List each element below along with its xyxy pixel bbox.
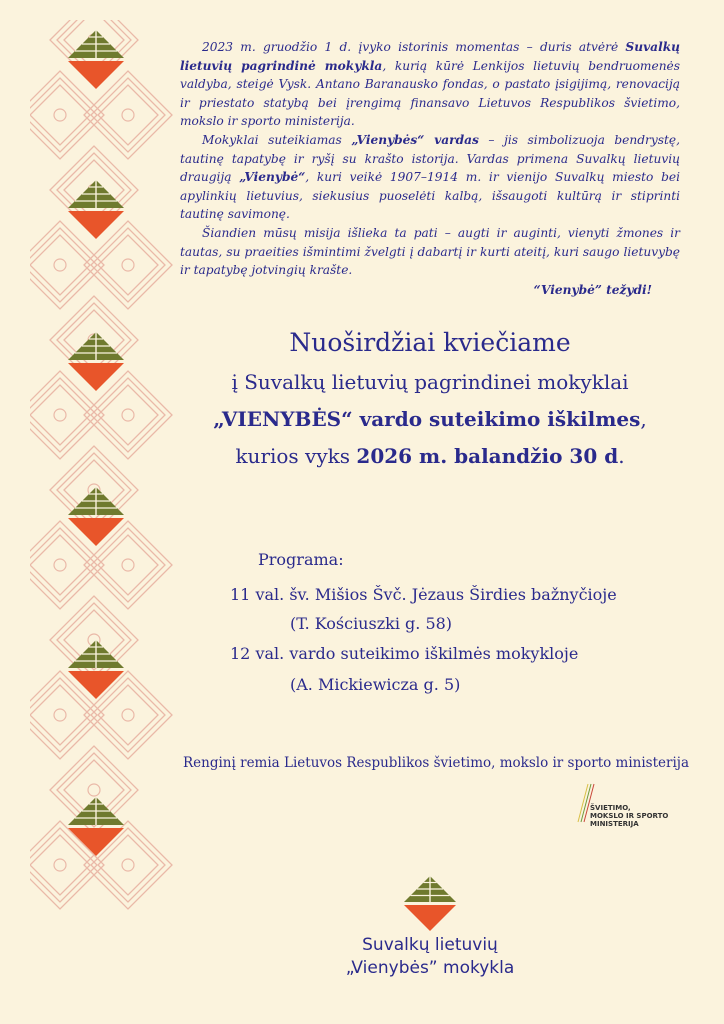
intro-paragraph-2: Mokyklai suteikiamas „Vienybės“ vardas – jis simbolizuoja bendrystę, tautinę tapatybę ir ryšį su krašto istorija. Vardas primena Suvalkų lietuvių draugiją „Vienybė“, kuri veikė 1907–1914 m. ir vienijo Suvalkų miesto bei apylinkių lietuvius, siekusius puoselėti kalbą, išsaugoti kultūrą ir stiprinti tautinę savimonę. — [180, 132, 680, 222]
sponsor-note: Renginį remia Lietuvos Respublikos švietimo, mokslo ir sporto ministerija — [183, 755, 690, 771]
program-title: Programa: — [258, 550, 344, 569]
ministry-logo: ŠVIETIMO, MOKSLO IR SPORTO MINISTERIJA — [566, 780, 676, 824]
invitation-line-3: „VIENYBĖS“ vardo suteikimo iškilmes, — [213, 407, 647, 431]
ornament-lattice — [30, 20, 172, 909]
slogan: “Vienybė” težydi! — [533, 282, 652, 297]
program-item-1-address: (T. Kościuszki g. 58) — [290, 614, 453, 633]
intro-paragraph-1: 2023 m. gruodžio 1 d. įvyko istorinis momentas – duris atvėrė Suvalkų lietuvių pagrindinė mokykla, kurią kūrė Lenkijos lietuvių bendruomenės valdyba, steigė Vysk. Antano Baranausko fondas, o pastato įsigijimą, renovaciją ir priestato statybą bei įrengimą finansavo Lietuvos Respublikos švietimo, mokslo ir sporto ministerija. — [180, 40, 681, 129]
school-name-line-1: Suvalkų lietuvių — [362, 935, 498, 955]
program-item-2: 12 val. vardo suteikimo iškilmės mokykloje — [230, 644, 579, 663]
invitation — [180, 322, 680, 474]
intro-paragraph-3: Šiandien mūsų misija išlieka ta pati – augti ir auginti, vienyti žmones ir tautas, su praeities išmintimi žvelgti į dabartį ir kurti ateitį, kuri saugo lietuvybę ir tapatybę jotvingių krašte. — [180, 225, 680, 278]
invitation-line-2: į Suvalkų lietuvių pagrindinei mokyklai — [231, 370, 629, 394]
event-name: „VIENYBĖS“ vardo suteikimo iškilmes — [213, 407, 641, 431]
invitation-line-4: kurios vyks 2026 m. balandžio 30 d. — [235, 444, 625, 468]
intro-text — [180, 38, 680, 299]
invitation-line-1: Nuoširdžiai kviečiame — [289, 328, 571, 357]
school-logo-motif — [404, 876, 456, 931]
school-name — [300, 934, 560, 980]
event-date: 2026 m. balandžio 30 d — [356, 444, 619, 468]
school-name-line-2: „Vienybės” mokykla — [345, 958, 515, 978]
program-item-1: 11 val. šv. Mišios Švč. Jėzaus Širdies bažnyčioje — [230, 585, 617, 604]
program-item-2-address: (A. Mickiewicza g. 5) — [290, 675, 461, 694]
